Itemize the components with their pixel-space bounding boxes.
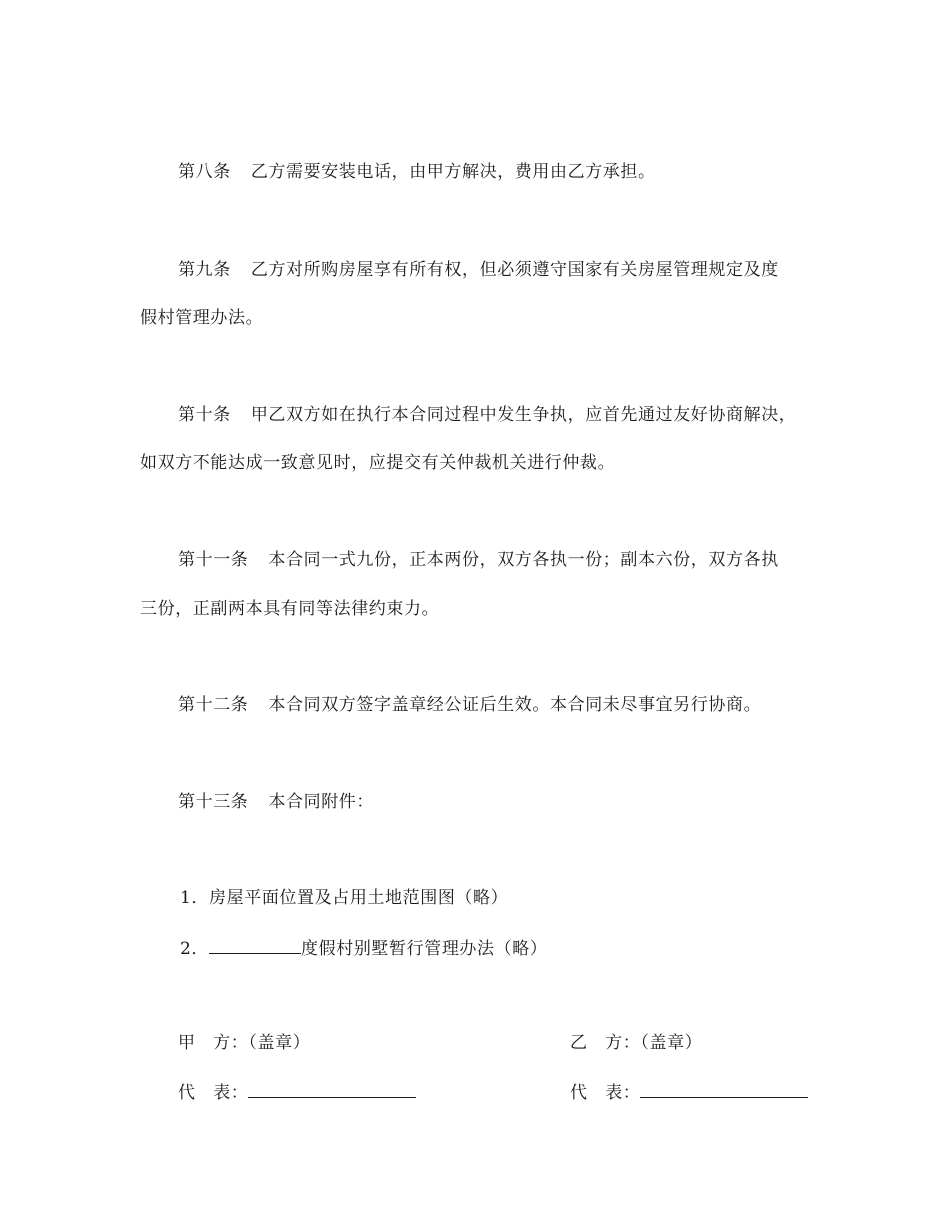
article-8-line-1 xyxy=(178,160,656,184)
attachment-2-number: 2． xyxy=(180,939,210,959)
article-12-number: 第十二条 xyxy=(178,695,249,715)
article-11-text: 本合同一式九份，正本两份，双方各执一份；副本六份，双方各执 xyxy=(268,550,779,570)
article-9-number: 第九条 xyxy=(178,260,231,280)
article-9-line-2: 假村管理办法。 xyxy=(140,308,264,328)
attachment-item-1 xyxy=(180,886,508,910)
party-a-representative-label: 代 表： xyxy=(178,1083,249,1103)
party-b-representative-label: 代 表： xyxy=(570,1083,641,1103)
attachment-1-number: 1． xyxy=(180,888,210,908)
article-10-line-1 xyxy=(178,403,796,427)
article-8-number: 第八条 xyxy=(178,162,231,182)
article-9-line-1 xyxy=(178,258,779,282)
attachment-item-2 xyxy=(180,935,547,961)
article-13-number: 第十三条 xyxy=(178,792,249,812)
party-b-signature-line xyxy=(640,1079,808,1098)
attachment-2-text: 度假村别墅暂行管理办法（略） xyxy=(301,939,548,959)
party-a-representative xyxy=(178,1079,416,1105)
article-12-text: 本合同双方签字盖章经公证后生效。本合同未尽事宜另行协商。 xyxy=(268,695,762,715)
article-8-text: 乙方需要安装电话，由甲方解决，费用由乙方承担。 xyxy=(250,162,656,182)
party-b-representative xyxy=(570,1079,808,1105)
article-10-line-2: 如双方不能达成一致意见时，应提交有关仲裁机关进行仲裁。 xyxy=(140,453,616,473)
article-13-line-1 xyxy=(178,790,374,814)
article-11-line-1 xyxy=(178,548,779,572)
article-11-line-2: 三份，正副两本具有同等法律约束力。 xyxy=(140,599,440,619)
party-b-seal-label: 乙 方：（盖章） xyxy=(570,1033,703,1053)
article-12-line-1 xyxy=(178,693,761,717)
article-9-text: 乙方对所购房屋享有所有权，但必须遵守国家有关房屋管理规定及度 xyxy=(250,260,779,280)
attachment-1-text: 房屋平面位置及占用土地范围图（略） xyxy=(209,888,509,908)
party-a-seal-label: 甲 方：（盖章） xyxy=(178,1033,311,1053)
article-11-number: 第十一条 xyxy=(178,550,249,570)
article-13-text: 本合同附件： xyxy=(268,792,375,812)
attachment-2-blank-line xyxy=(209,935,301,954)
article-10-number: 第十条 xyxy=(178,405,231,425)
article-10-text: 甲乙双方如在执行本合同过程中发生争执，应首先通过友好协商解决， xyxy=(250,405,797,425)
party-a-signature-line xyxy=(248,1079,416,1098)
